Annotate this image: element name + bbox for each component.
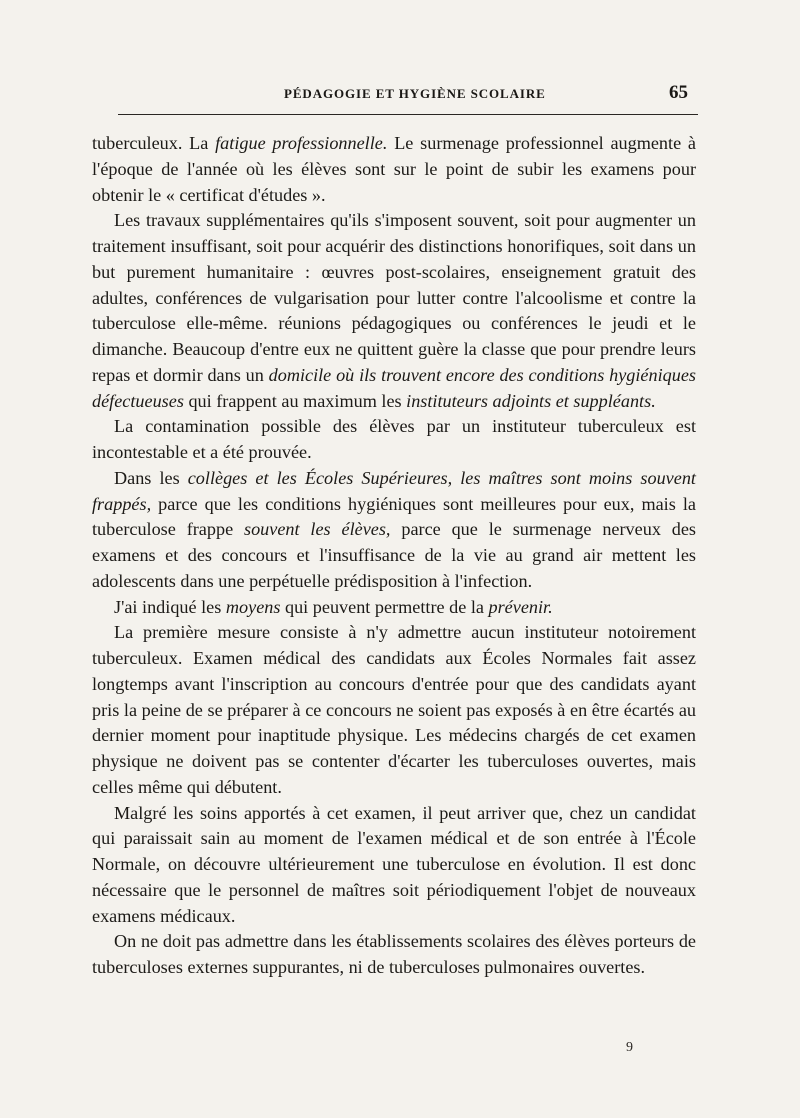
italic-text: souvent les élèves, (244, 519, 391, 540)
paragraph (92, 208, 696, 414)
running-header (92, 80, 696, 106)
text-run: parce que le surmenage nerveux des examens et des concours et l'insuffisance de la vie au grand air mettent les adolescents dans une perpétuelle prédisposition à l'infection. (92, 519, 697, 591)
page-number: 65 (669, 82, 688, 103)
paragraph (92, 929, 696, 981)
text-run: La contamination possible des élèves par un instituteur tuberculeux est incontestable et a été prouvée. (92, 416, 696, 462)
signature-mark: 9 (626, 1040, 633, 1055)
italic-text: moyens (225, 596, 281, 617)
text-run: On ne doit pas admettre dans les établissements scolaires des élèves porteurs de tuberculoses externes suppurantes, ni de tuberculoses pulmonaires ouvertes. (92, 931, 696, 977)
text-run: qui frappent au maximum les (183, 390, 407, 411)
text-run: La première mesure consiste à n'y admettre aucun instituteur notoirement tuberculeux. Examen médical des candidats aux Écoles Normales fait assez longtemps avant l'inscription au concours d'entrée pour que des candidats ayant pris la peine de se préparer à ce concours ne soient pas exposés à en être écartés au dernier moment pour inaptitude physique. Les médecins chargés de cet examen physique ne doivent pas se contenter d'écarter les tuberculoses ouvertes, mais celles même qui débutent. (92, 622, 696, 797)
text-run: Les travaux supplémentaires qu'ils s'imposent souvent, soit pour augmenter un traitement insuffisant, soit pour acquérir des distinctions honorifiques, soit dans un but purement humanitaire : œuvres post-scolaires, enseignement gratuit des adultes, conférences de vulgarisation pour lutter contre l'alcoolisme et contre la tuberculose elle-même. réunions pédagogiques ou conférences le jeudi et le dimanche. Beaucoup d'entre eux ne quittent guère la classe que pour prendre leurs repas et dormir dans un (92, 210, 696, 385)
italic-text: domicile où ils trouvent encore des conditions hygiéniques défectueuses (92, 364, 696, 411)
text-run: parce que les conditions hygiéniques sont meilleures pour eux, mais la tuberculose frappe (92, 493, 696, 540)
text-run: Dans les (114, 467, 188, 488)
text-run: Malgré les soins apportés à cet examen, il peut arriver que, chez un candidat qui paraissait sain au moment de l'examen médical et de son entrée à l'École Normale, on découvre ultérieurement une tuberculose en évolution. Il est donc nécessaire que le personnel de maîtres soit périodiquement l'objet de nouveaux examens médicaux. (92, 802, 696, 926)
text-run: tuberculeux. La (92, 133, 216, 153)
italic-text: prévenir. (488, 596, 553, 617)
italic-text: fatigue professionnelle. (215, 133, 388, 153)
paragraph (92, 595, 696, 621)
paragraph (92, 131, 696, 208)
italic-text: collèges et les Écoles Supérieures, les maîtres sont moins souvent frappés, (92, 467, 696, 514)
header-rule (118, 114, 698, 115)
italic-text: instituteurs adjoints et suppléants. (406, 390, 656, 411)
running-title: PÉDAGOGIE ET HYGIÈNE SCOLAIRE (284, 86, 546, 101)
text-run: J'ai indiqué les (114, 596, 226, 617)
text-run: qui peuvent permettre de la (280, 596, 489, 617)
paragraph (92, 466, 696, 595)
paragraph (92, 801, 696, 930)
text-run: Le surmenage professionnel augmente à l'époque de l'année où les élèves sont sur le point de subir les examens pour obtenir le « certificat d'études ». (92, 133, 696, 205)
body-text (92, 131, 696, 981)
paragraph (92, 620, 696, 800)
paragraph (92, 414, 696, 466)
